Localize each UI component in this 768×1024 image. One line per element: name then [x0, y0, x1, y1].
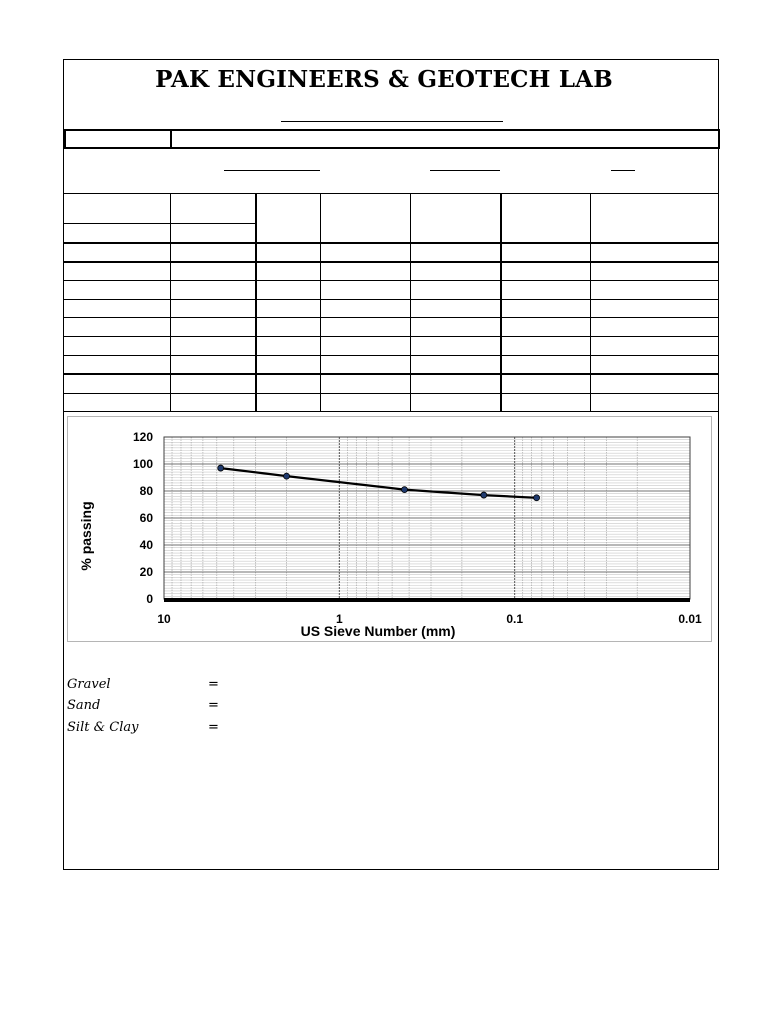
table-rule [64, 193, 719, 194]
silt-clay-label: Silt & Clay [67, 720, 139, 735]
table-row [64, 299, 719, 300]
table-rule [64, 261, 719, 263]
table-rule [64, 373, 719, 375]
table-column-divider [255, 193, 257, 411]
table-header-rule [64, 242, 719, 244]
gravel-equals: = [208, 677, 219, 692]
grain-size-chart-frame [67, 416, 712, 642]
page-title: PAK ENGINEERS & GEOTECH LAB [155, 66, 613, 93]
table-column-divider [500, 193, 502, 411]
table-row [64, 280, 719, 281]
sand-label: Sand [67, 698, 101, 713]
silt-clay-equals: = [208, 720, 219, 735]
info-row-divider [170, 129, 172, 149]
y-tick-label: 0 [146, 592, 153, 606]
blank-field-3 [611, 170, 635, 171]
y-tick-label: 40 [139, 538, 153, 552]
y-tick-label: 100 [132, 457, 153, 471]
table-column-divider [170, 193, 171, 411]
x-tick-label: 1 [335, 612, 343, 626]
sand-equals: = [208, 698, 219, 713]
info-row [64, 129, 720, 149]
x-tick-label: 0.01 [678, 612, 702, 626]
x-axis-label: US Sieve Number (mm) [300, 623, 456, 639]
y-tick-label: 60 [139, 511, 153, 525]
y-tick-label: 120 [132, 430, 153, 444]
table-column-divider [590, 193, 591, 411]
table-row [64, 317, 719, 318]
table-row [64, 336, 719, 337]
title-underline-field [281, 121, 503, 122]
table-bottom-rule [64, 411, 719, 412]
x-tick-label: 10 [157, 612, 171, 626]
y-axis-label: % passing [78, 501, 94, 571]
gravel-label: Gravel [67, 677, 111, 692]
table-rule [64, 223, 256, 224]
blank-field-2 [430, 170, 500, 171]
blank-field-1 [224, 170, 320, 171]
table-row [64, 355, 719, 356]
y-tick-label: 80 [139, 484, 153, 498]
table-column-divider [410, 193, 411, 411]
y-tick-label: 20 [139, 565, 153, 579]
table-row [64, 393, 719, 394]
table-column-divider [320, 193, 321, 411]
x-tick-label: 0.1 [506, 612, 524, 626]
